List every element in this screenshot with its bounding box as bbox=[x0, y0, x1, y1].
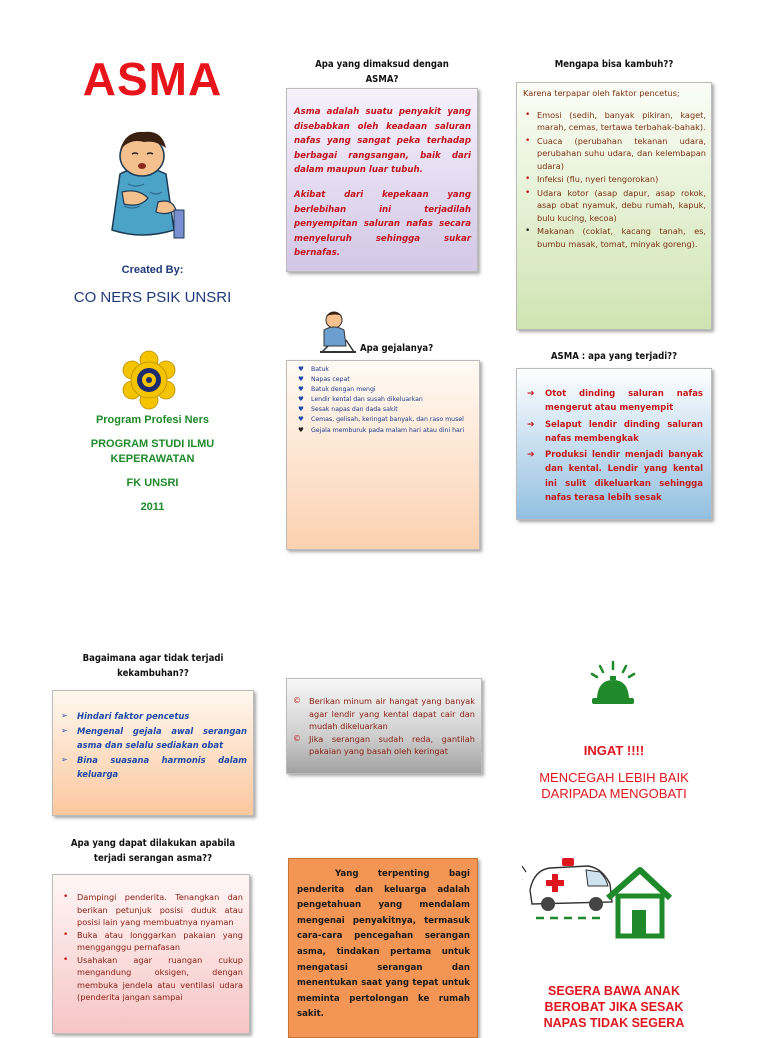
service-bell-icon bbox=[588, 660, 638, 710]
study-program-line1: PROGRAM STUDI ILMU bbox=[90, 438, 215, 450]
attack-question-line1: Apa yang dapat dilakukan apabila bbox=[70, 838, 236, 849]
reminder-heading: INGAT !!!! bbox=[583, 743, 645, 758]
list-item: • Buka atau longgarkan pakaian yang mengganggu pernafasan bbox=[59, 929, 243, 954]
prevention-question bbox=[52, 651, 254, 681]
list-item: ♥ Batuk dengan mengi bbox=[311, 385, 473, 394]
ambulance-to-house-icon bbox=[522, 844, 672, 940]
list-item: • Cuaca (perubahan tekanan udara, perubahan suhu udara, dan kelembapan udara) bbox=[523, 135, 706, 173]
symptoms-list bbox=[311, 365, 473, 435]
prevention-box bbox=[52, 690, 254, 816]
definition-box bbox=[286, 88, 478, 272]
urgent-advice-line3: NAPAS TIDAK SEGERA bbox=[543, 1016, 685, 1030]
study-program-line2: KEPERAWATAN bbox=[110, 453, 195, 465]
list-item: © Berikan minum air hangat yang banyak agar lendir yang kental dapat cair dan mudah dikeluarkan bbox=[293, 695, 475, 733]
list-item: • Infeksi (flu, nyeri tengorokan) bbox=[523, 173, 706, 186]
important-text: Yang terpenting bagi penderita dan keluarga adalah pengetahuan yang mendalam mengenai penyakitnya, termasuk cara-cara pencegahan serangan asma, tindakan pertama untuk mengatasi serangan dan menentukan saat yang tepat untuk meminta pertolongan ke rumah sakit. bbox=[297, 869, 470, 1020]
symptoms-box bbox=[286, 360, 480, 550]
definition-paragraph-1: Asma adalah suatu penyakit yang disebabkan oleh keadaan saluran nafas yang sangat peka terhadap berbagai rangsangan, baik dari dalam maupun luar tubuh. bbox=[294, 107, 471, 176]
list-item: ♥ Napas cepat bbox=[311, 375, 473, 384]
list-item: • Usahakan agar ruangan cukup mengandung oksigen, dengan membuka jendela atau ventilasi udara (penderita jangan sampai bbox=[59, 954, 243, 1004]
list-item: ♥ Gejala memburuk pada malam hari atau dini hari bbox=[311, 426, 473, 435]
care-box bbox=[286, 678, 482, 774]
unsri-logo-icon bbox=[122, 350, 176, 410]
list-item: ➔ Produksi lendir menjadi banyak dan kental. Lendir yang kental ini sulit dikeluarkan sehingga nafas terasa lebih sesak bbox=[525, 448, 703, 505]
what-happens-question: ASMA : apa yang terjadi?? bbox=[550, 351, 678, 362]
urgent-advice-line1: SEGERA BAWA ANAK bbox=[548, 984, 680, 998]
prevention-question-line2: kekambuhan?? bbox=[117, 668, 189, 679]
symptoms-question: Apa gejalanya? bbox=[360, 343, 434, 354]
authors: CO NERS PSIK UNSRI bbox=[73, 289, 232, 306]
faculty: FK UNSRI bbox=[126, 477, 179, 489]
list-item: ➢ Hindari faktor pencetus bbox=[59, 709, 247, 724]
list-item: ➔ Selaput lendir dinding saluran nafas membengkak bbox=[525, 418, 703, 447]
reminder-slogan-line1: MENCEGAH LEBIH BAIK bbox=[539, 770, 689, 785]
definition-question bbox=[286, 57, 478, 87]
definition-question-line2: ASMA? bbox=[365, 74, 399, 85]
list-item: ♥ Cemas, gelisah, keringat banyak, dan raso musel bbox=[311, 415, 473, 424]
definition-paragraph-2: Akibat dari kepekaan yang berlebihan ini terjadilah penyempitan saluran nafas secara menyeluruh sehingga sukar bernafas. bbox=[294, 189, 471, 259]
prevention-question-line1: Bagaimana agar tidak terjadi bbox=[82, 653, 224, 664]
brochure-title: ASMA bbox=[82, 53, 223, 105]
care-list bbox=[293, 695, 475, 758]
reminder-slogan bbox=[516, 770, 712, 802]
attack-question bbox=[52, 836, 254, 866]
list-item: • Emosi (sedih, banyak pikiran, kaget, marah, cemas, tertawa terbahak-bahak). bbox=[523, 109, 706, 134]
program-name: Program Profesi Ners bbox=[95, 414, 210, 426]
attack-box bbox=[52, 874, 250, 1034]
list-item: • Udara kotor (asap dapur, asap rokok, asap obat nyamuk, debu rumah, kapuk, bulu kucing, kecoa) bbox=[523, 187, 706, 225]
relapse-box bbox=[516, 82, 712, 330]
list-item: ♥ Sesak napas dan dada sakit bbox=[311, 405, 473, 414]
prevention-list bbox=[59, 709, 247, 782]
attack-question-line2: terjadi serangan asma?? bbox=[93, 853, 213, 864]
year: 2011 bbox=[140, 501, 165, 513]
list-item: ♥ Lendir kental dan susah dikeluarkan bbox=[311, 395, 473, 404]
relapse-intro: Karena terpapar oleh faktor pencetus; bbox=[523, 88, 680, 98]
important-box bbox=[288, 858, 478, 1038]
list-item: • Makanan (coklat, kacang tanah, es, bumbu masak, tomat, minyak goreng). bbox=[523, 225, 706, 250]
what-happens-box bbox=[516, 368, 712, 520]
reminder-slogan-line2: DARIPADA MENGOBATI bbox=[541, 786, 687, 801]
urgent-advice-line2: BEROBAT JIKA SESAK bbox=[544, 1000, 684, 1014]
attack-list bbox=[59, 891, 243, 1004]
coughing-boy-illustration bbox=[92, 122, 192, 242]
definition-question-line1: Apa yang dimaksud dengan bbox=[315, 59, 449, 70]
list-item: ➔ Otot dinding saluran nafas mengerut atau menyempit bbox=[525, 387, 703, 416]
list-item: © Jika serangan sudah reda, gantilah pakaian yang basah oleh keringat bbox=[293, 733, 475, 758]
list-item: ➢ Bina suasana harmonis dalam keluarga bbox=[59, 753, 247, 782]
what-happens-list bbox=[525, 387, 703, 505]
list-item: ♥ Batuk bbox=[311, 365, 473, 374]
list-item: • Dampingi penderita. Tenangkan dan berikan petunjuk posisi duduk atau posisi lain yang membuatnya nyaman bbox=[59, 891, 243, 929]
relapse-list bbox=[523, 109, 706, 251]
relapse-question: Mengapa bisa kambuh?? bbox=[554, 59, 674, 70]
created-by-label: Created By: bbox=[121, 264, 184, 276]
list-item: ➢ Mengenal gejala awal serangan asma dan selalu sediakan obat bbox=[59, 724, 247, 753]
coughing-man-icon bbox=[316, 310, 362, 356]
